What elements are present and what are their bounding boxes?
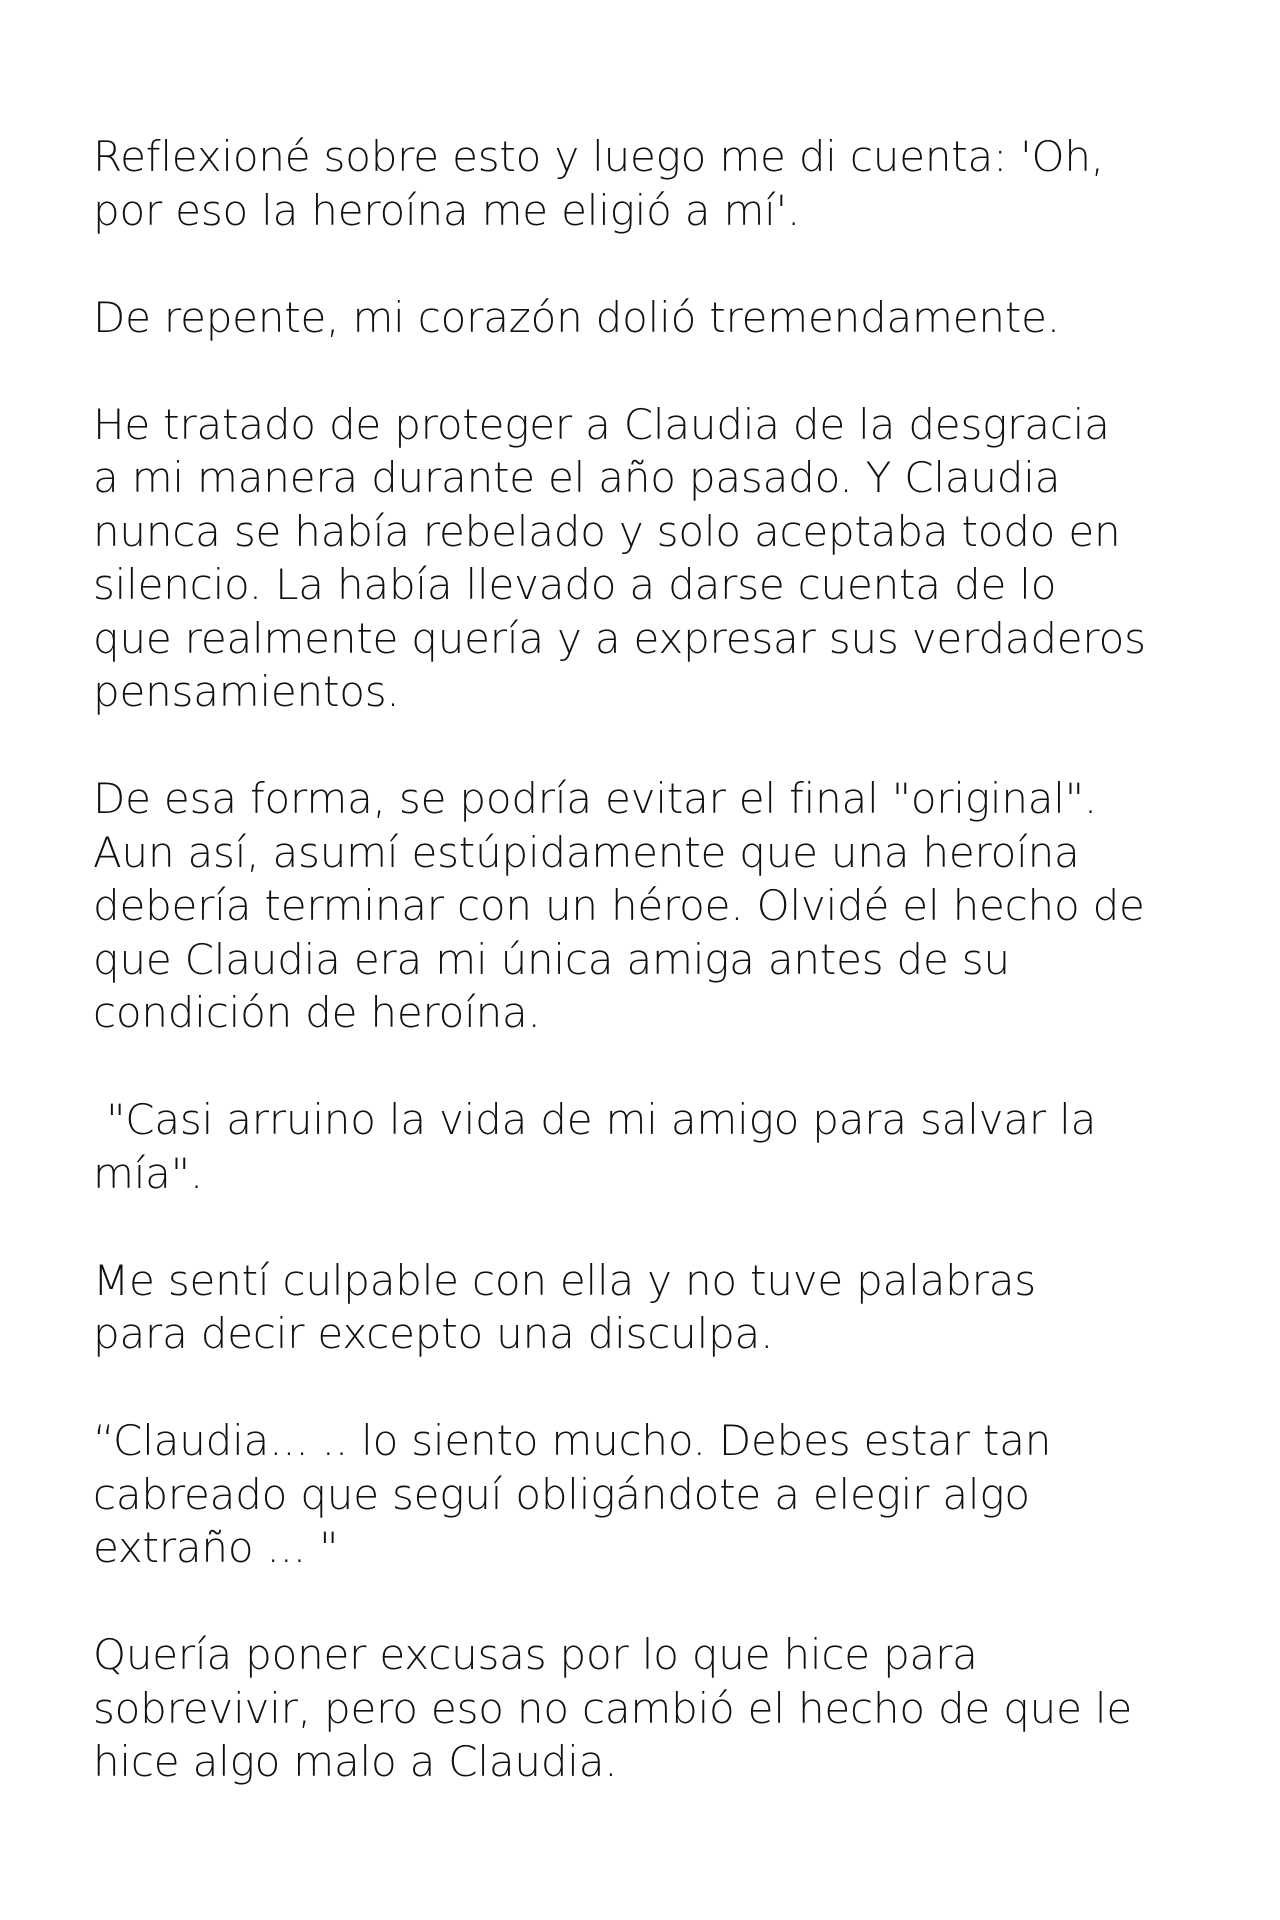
text-line: "Casi arruino la vida de mi amigo para salvar la (93, 1095, 1097, 1144)
text-line: “Claudia... .. lo siento mucho. Debes estar tan (93, 1416, 1052, 1465)
text-line: nunca se había rebelado y solo aceptaba todo en (93, 506, 1121, 556)
text-line: pensamientos. (93, 667, 400, 716)
text-line: Quería poner excusas por lo que hice para (93, 1630, 978, 1679)
paragraph-7 (93, 1414, 1193, 1575)
text-line: a mi manera durante el año pasado. Y Claudia (93, 453, 1061, 502)
text-line: condición de heroína. (93, 988, 541, 1037)
text-line: que realmente quería y a expresar sus verdaderos (93, 613, 1146, 663)
text-line: que Claudia era mi única amiga antes de su (93, 934, 1010, 984)
text-line: silencio. La había llevado a darse cuenta de lo (93, 560, 1057, 609)
text-line: por eso la heroína me eligió a mí'. (93, 185, 801, 235)
text-line: De esa forma, se podría evitar el final "original". (93, 774, 1098, 823)
text-line: hice algo malo a Claudia. (93, 1737, 618, 1786)
text-line: Aun así, asumí estúpidamente que una heroína (93, 827, 1080, 877)
paragraph-5 (93, 1093, 1193, 1200)
text-line: De repente, mi corazón dolió tremendamente. (93, 292, 1060, 342)
text-line: debería terminar con un héroe. Olvidé el hecho de (93, 881, 1145, 930)
paragraph-2 (93, 291, 1193, 345)
text-line: He tratado de proteger a Claudia de la desgracia (93, 399, 1110, 449)
paragraph-3 (93, 398, 1193, 719)
paragraph-1 (93, 130, 1193, 237)
text-line: Reflexioné sobre esto y luego me di cuenta: 'Oh, (93, 132, 1104, 181)
text-line: cabreado que seguí obligándote a elegir algo (93, 1469, 1030, 1519)
text-line: para decir excepto una disculpa. (93, 1309, 774, 1358)
paragraph-8 (93, 1628, 1193, 1789)
text-line: Me sentí culpable con ella y no tuve palabras (93, 1255, 1036, 1305)
document-page (93, 130, 1193, 1842)
paragraph-4 (93, 772, 1193, 1040)
paragraph-6 (93, 1254, 1193, 1361)
text-line: extraño ... " (93, 1523, 339, 1572)
text-line: sobrevivir, pero eso no cambió el hecho de que le (93, 1683, 1132, 1733)
text-line: mía". (93, 1148, 203, 1198)
